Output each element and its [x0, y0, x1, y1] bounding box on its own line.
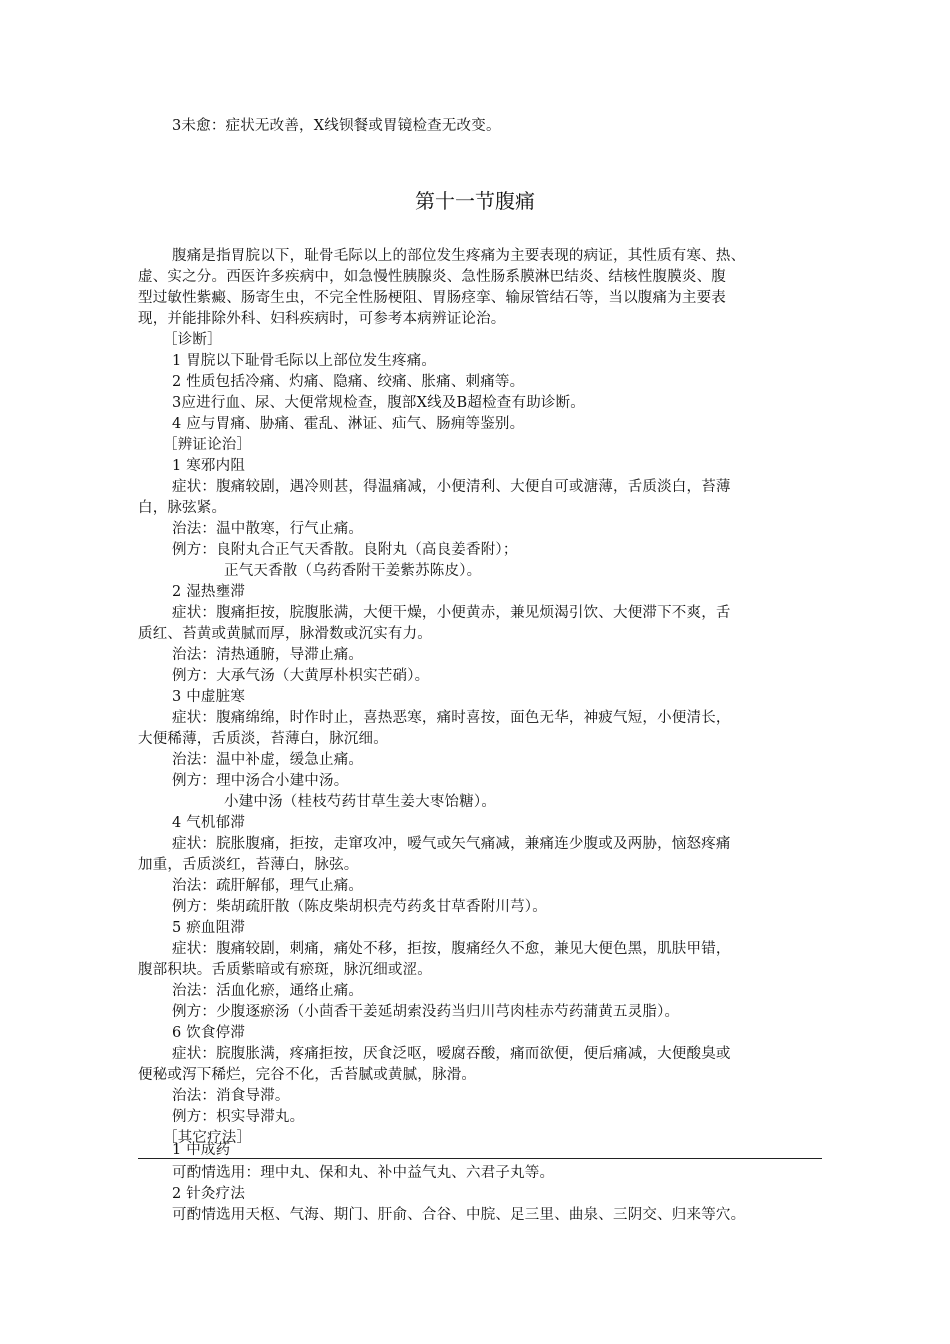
text-line: 例方：良附丸合正气天香散。良附丸（高良姜香附）；	[172, 542, 518, 558]
text-line: 3应进行血、尿、大便常规检查，腹部X线及B超检查有助诊断。	[172, 395, 586, 411]
text-line: 例方：柴胡疏肝散（陈皮柴胡枳壳芍药炙甘草香附川芎）。	[172, 899, 547, 915]
text-line: 型过敏性紫癜、肠寄生虫，不完全性肠梗阻、胃肠痉挛、输尿管结石等，当以腹痛为主要表	[138, 290, 726, 306]
text-line: 治法：活血化瘀，通络止痛。	[172, 983, 364, 999]
text-line: 大便稀薄，舌质淡，苔薄白，脉沉细。	[138, 731, 388, 747]
subsection-heading: 2 针灸疗法	[172, 1186, 246, 1202]
subsection-heading: 1 中成药	[172, 1142, 231, 1158]
subsection-heading: 3 中虚脏寒	[172, 689, 246, 705]
text-line: 4 应与胃痛、胁痛、霍乱、淋证、疝气、肠痈等鉴别。	[172, 416, 525, 432]
text-line: 症状：腹痛较剧，刺痛，痛处不移，拒按，腹痛经久不愈，兼见大便色黑，肌肤甲错，	[172, 941, 731, 957]
text-line: 治法：清热通腑，导滞止痛。	[172, 647, 364, 663]
section-heading: ［其它疗法］	[163, 1130, 252, 1146]
section-heading: ［辨证论治］	[163, 437, 252, 453]
subsection-heading: 2 湿热壅滞	[172, 584, 246, 600]
text-line: 例方：枳实导滞丸。	[172, 1109, 305, 1125]
text-line: 白，脉弦紧。	[138, 500, 227, 516]
text-line: 症状：脘胀腹痛，拒按，走窜攻冲，嗳气或矢气痛减，兼痛连少腹或及两胁，恼怒疼痛	[172, 836, 731, 852]
section-heading: ［诊断］	[163, 332, 222, 348]
section-title: 第十一节腹痛	[415, 189, 535, 213]
text-line: 便秘或泻下稀烂，完谷不化，舌苔腻或黄腻，脉滑。	[138, 1067, 477, 1083]
divider-line	[138, 1158, 822, 1159]
text-line: 治法：温中补虚，缓急止痛。	[172, 752, 364, 768]
subsection-heading: 1 寒邪内阻	[172, 458, 246, 474]
subsection-heading: 4 气机郁滞	[172, 815, 246, 831]
text-line: 2 性质包括冷痛、灼痛、隐痛、绞痛、胀痛、刺痛等。	[172, 374, 525, 390]
text-line: 症状：腹痛绵绵，时作时止，喜热恶寒，痛时喜按，面色无华，神疲气短，小便清长，	[172, 710, 731, 726]
text-line: 正气天香散（乌药香附干姜紫苏陈皮）。	[224, 563, 482, 579]
text-line: 治法：温中散寒，行气止痛。	[172, 521, 364, 537]
text-line: 虚、实之分。西医许多疾病中，如急慢性胰腺炎、急性肠系膜淋巴结炎、结核性腹膜炎、腹	[138, 269, 726, 285]
text-line: 小建中汤（桂枝芍药甘草生姜大枣饴糖）。	[224, 794, 497, 810]
text-line: 可酌情选用天枢、气海、期门、肝俞、合谷、中脘、足三里、曲泉、三阴交、归来等穴。	[172, 1207, 746, 1223]
text-line: 治法：消食导滞。	[172, 1088, 290, 1104]
text-line: 症状：腹痛拒按，脘腹胀满，大便干燥，小便黄赤，兼见烦渴引饮、大便滞下不爽，舌	[172, 605, 731, 621]
text-line: 可酌情选用：理中丸、保和丸、补中益气丸、六君子丸等。	[172, 1165, 555, 1181]
text-line: 症状：腹痛较剧，遇冷则甚，得温痛减，小便清利、大便自可或溏薄，舌质淡白，苔薄	[172, 479, 731, 495]
text-line: 质红、苔黄或黄腻而厚，脉滑数或沉实有力。	[138, 626, 432, 642]
subsection-heading: 5 瘀血阻滞	[172, 920, 246, 936]
text-line: 腹部积块。舌质紫暗或有瘀斑，脉沉细或涩。	[138, 962, 432, 978]
text-line: 加重，舌质淡红，苔薄白，脉弦。	[138, 857, 359, 873]
text-line: 症状：脘腹胀满，疼痛拒按，厌食泛呕，嗳腐吞酸，痛而欲便，便后痛减，大便酸臭或	[172, 1046, 731, 1062]
text-line: 治法：疏肝解郁，理气止痛。	[172, 878, 364, 894]
text-line: 例方：大承气汤（大黄厚朴枳实芒硝）。	[172, 668, 430, 684]
top-note: 3未愈：症状无改善，X线钡餐或胃镜检查无改变。	[172, 118, 501, 134]
text-line: 1 胃脘以下耻骨毛际以上部位发生疼痛。	[172, 353, 437, 369]
text-line: 腹痛是指胃脘以下，耻骨毛际以上的部位发生疼痛为主要表现的病证，其性质有寒、热、	[172, 248, 746, 264]
text-line: 例方：少腹逐瘀汤（小茴香干姜延胡索没药当归川芎肉桂赤芍药蒲黄五灵脂）。	[172, 1004, 680, 1020]
subsection-heading: 6 饮食停滞	[172, 1025, 246, 1041]
text-line: 现，并能排除外科、妇科疾病时，可参考本病辨证论治。	[138, 311, 506, 327]
text-line: 例方：理中汤合小建中汤。	[172, 773, 349, 789]
